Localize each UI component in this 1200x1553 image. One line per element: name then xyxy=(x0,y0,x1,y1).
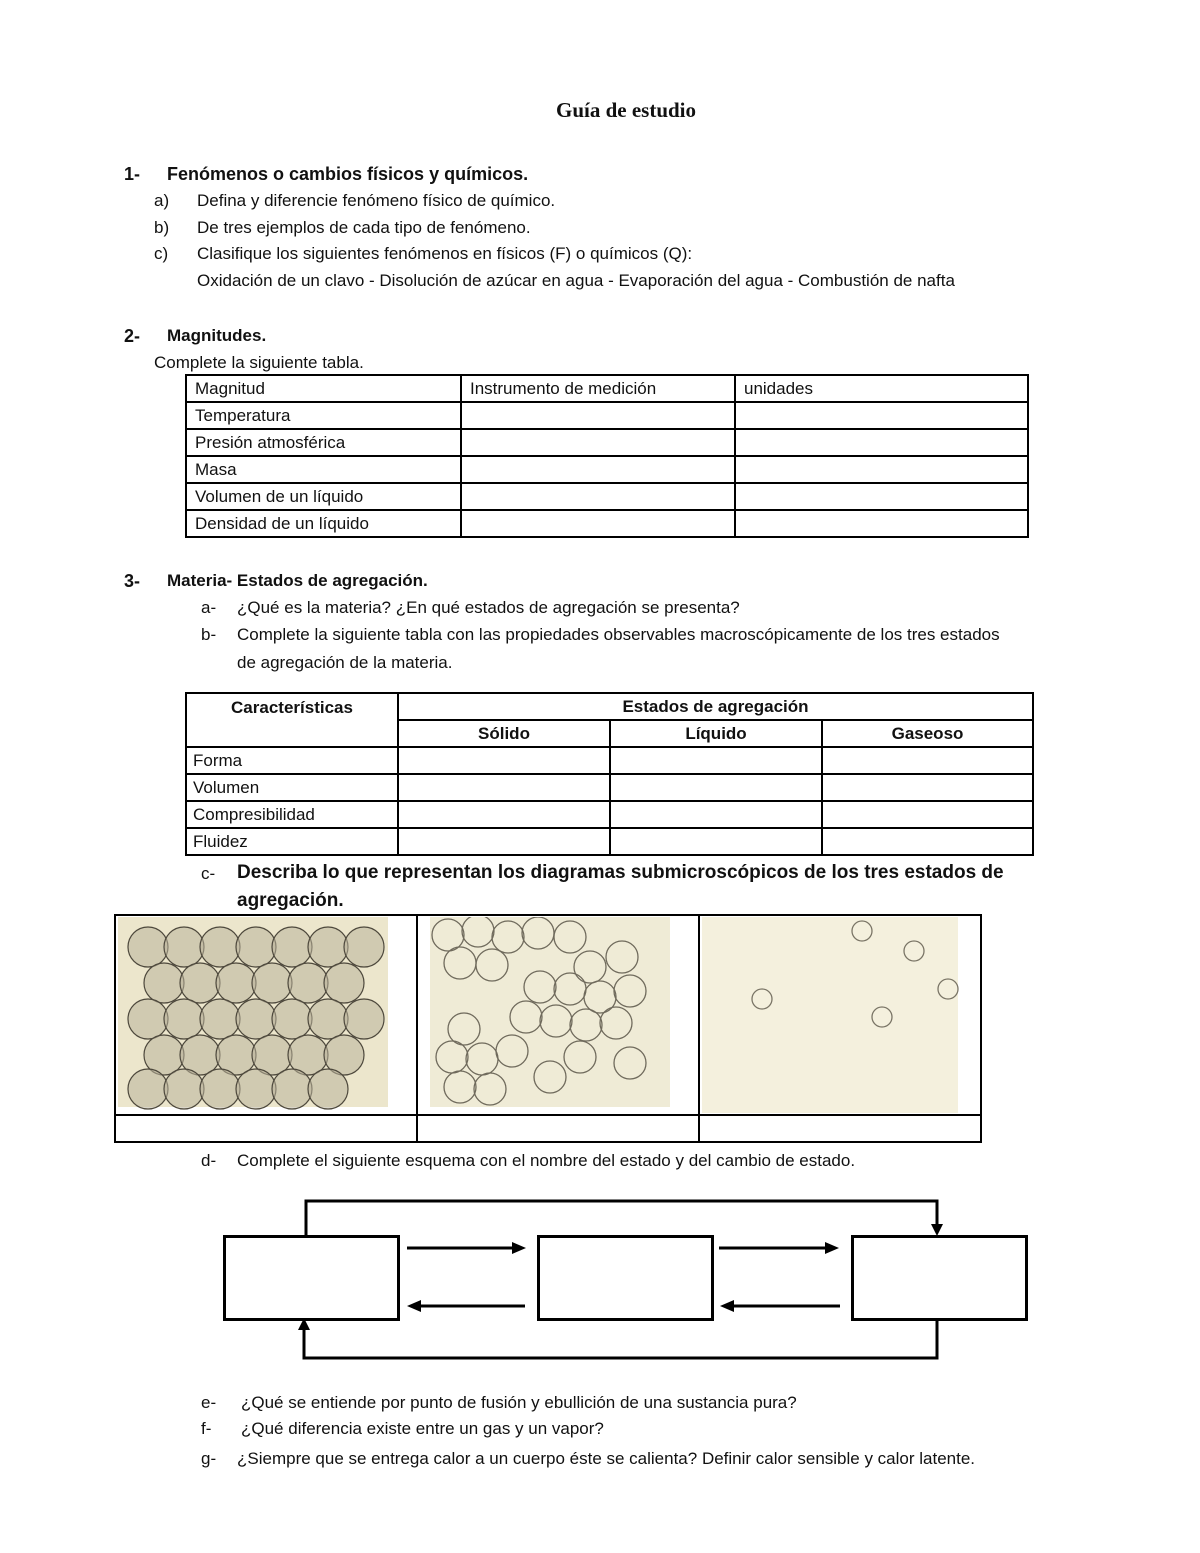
item-3c-text-1: Describa lo que representan los diagramas submicroscópicos de los tres estados de xyxy=(237,862,1004,883)
header-magnitud: Magnitud xyxy=(186,375,461,402)
table-row xyxy=(186,510,1028,537)
section-1-heading: Fenómenos o cambios físicos y químicos. xyxy=(167,164,529,184)
answer-cell[interactable] xyxy=(822,801,1033,828)
item-3b-label: b- xyxy=(201,625,217,644)
item-1a-text: Defina y diferencie fenómeno físico de químico. xyxy=(197,191,556,210)
liquid-diagram xyxy=(430,917,696,1113)
answer-cell[interactable] xyxy=(822,747,1033,774)
item-3d-text: Complete el siguiente esquema con el nombre del estado y del cambio de estado. xyxy=(237,1151,856,1170)
answer-cell[interactable] xyxy=(398,828,610,855)
table-row xyxy=(186,774,1033,801)
states-table xyxy=(185,692,1034,856)
item-3g-text: ¿Siempre que se entrega calor a un cuerpo éste se calienta? Definir calor sensible y calor latente. xyxy=(237,1449,976,1468)
answer-cell[interactable] xyxy=(822,828,1033,855)
table-row xyxy=(186,456,1028,483)
section-3-heading: Materia- Estados de agregación. xyxy=(167,571,428,590)
instrument-cell[interactable] xyxy=(461,429,735,456)
answer-cell[interactable] xyxy=(610,828,822,855)
table-row xyxy=(186,429,1028,456)
table-row xyxy=(186,828,1033,855)
instrument-cell[interactable] xyxy=(461,483,735,510)
item-3f-text: ¿Qué diferencia existe entre un gas y un vapor? xyxy=(241,1419,604,1438)
gas-diagram xyxy=(702,917,980,1113)
table-1-intro: Complete la siguiente tabla. xyxy=(154,353,364,372)
table-row xyxy=(186,801,1033,828)
instrument-cell[interactable] xyxy=(461,510,735,537)
units-cell[interactable] xyxy=(735,429,1028,456)
instrument-cell[interactable] xyxy=(461,402,735,429)
page-title: Guía de estudio xyxy=(555,98,697,122)
section-1-number: 1- xyxy=(124,164,141,184)
table-row xyxy=(186,483,1028,510)
section-2-number: 2- xyxy=(124,326,141,346)
table-row xyxy=(186,747,1033,774)
header-solido: Sólido xyxy=(398,720,610,747)
item-1a-label: a) xyxy=(154,191,170,210)
phenomena-list: Oxidación de un clavo - Disolución de azúcar en agua - Evaporación del agua - Combustión de nafta xyxy=(197,271,955,290)
state-change-arrows xyxy=(200,1190,1060,1365)
row-label: Temperatura xyxy=(186,402,461,429)
table-row xyxy=(186,375,1028,402)
answer-cell[interactable] xyxy=(822,774,1033,801)
item-3e-text: ¿Qué se entiende por punto de fusión y ebullición de una sustancia pura? xyxy=(241,1393,797,1412)
row-label: Volumen xyxy=(186,774,398,801)
item-1b-label: b) xyxy=(154,218,170,237)
item-3c-label: c- xyxy=(201,864,216,883)
row-label: Masa xyxy=(186,456,461,483)
units-cell[interactable] xyxy=(735,456,1028,483)
header-instrumento: Instrumento de medición xyxy=(461,375,735,402)
row-label: Forma xyxy=(186,747,398,774)
instrument-cell[interactable] xyxy=(461,456,735,483)
solid-diagram xyxy=(118,917,414,1113)
answer-cell[interactable] xyxy=(398,801,610,828)
item-3c-text-2: agregación. xyxy=(237,890,344,911)
answer-cell[interactable] xyxy=(610,774,822,801)
item-3f-label: f- xyxy=(201,1419,212,1438)
answer-cell[interactable] xyxy=(610,801,822,828)
units-cell[interactable] xyxy=(735,510,1028,537)
item-3b-text-1: Complete la siguiente tabla con las propiedades observables macroscópicamente de los tres estados xyxy=(237,625,1000,644)
item-1c-label: c) xyxy=(154,244,169,263)
item-1c-text: Clasifique los siguientes fenómenos en físicos (F) o químicos (Q): xyxy=(197,244,693,263)
item-3a-label: a- xyxy=(201,598,217,617)
section-2-heading: Magnitudes. xyxy=(167,326,267,345)
header-estados: Estados de agregación xyxy=(398,693,1033,720)
table-row xyxy=(186,402,1028,429)
header-unidades: unidades xyxy=(735,375,1028,402)
units-cell[interactable] xyxy=(735,402,1028,429)
magnitudes-table xyxy=(185,374,1029,538)
header-liquido: Líquido xyxy=(610,720,822,747)
row-label: Fluidez xyxy=(186,828,398,855)
item-1b-text: De tres ejemplos de cada tipo de fenómeno. xyxy=(197,218,531,237)
item-3e-label: e- xyxy=(201,1393,217,1412)
section-3-number: 3- xyxy=(124,571,141,591)
row-label: Densidad de un líquido xyxy=(186,510,461,537)
header-caracteristicas: Características xyxy=(186,693,398,747)
row-label: Compresibilidad xyxy=(186,801,398,828)
header-gaseoso: Gaseoso xyxy=(822,720,1033,747)
item-3b-text-2: de agregación de la materia. xyxy=(237,653,453,672)
item-3d-label: d- xyxy=(201,1151,217,1170)
answer-cell[interactable] xyxy=(398,747,610,774)
table-row xyxy=(186,693,1033,720)
item-3g-label: g- xyxy=(201,1449,217,1468)
row-label: Presión atmosférica xyxy=(186,429,461,456)
row-label: Volumen de un líquido xyxy=(186,483,461,510)
units-cell[interactable] xyxy=(735,483,1028,510)
item-3a-text: ¿Qué es la materia? ¿En qué estados de agregación se presenta? xyxy=(237,598,740,617)
answer-cell[interactable] xyxy=(610,747,822,774)
answer-cell[interactable] xyxy=(398,774,610,801)
